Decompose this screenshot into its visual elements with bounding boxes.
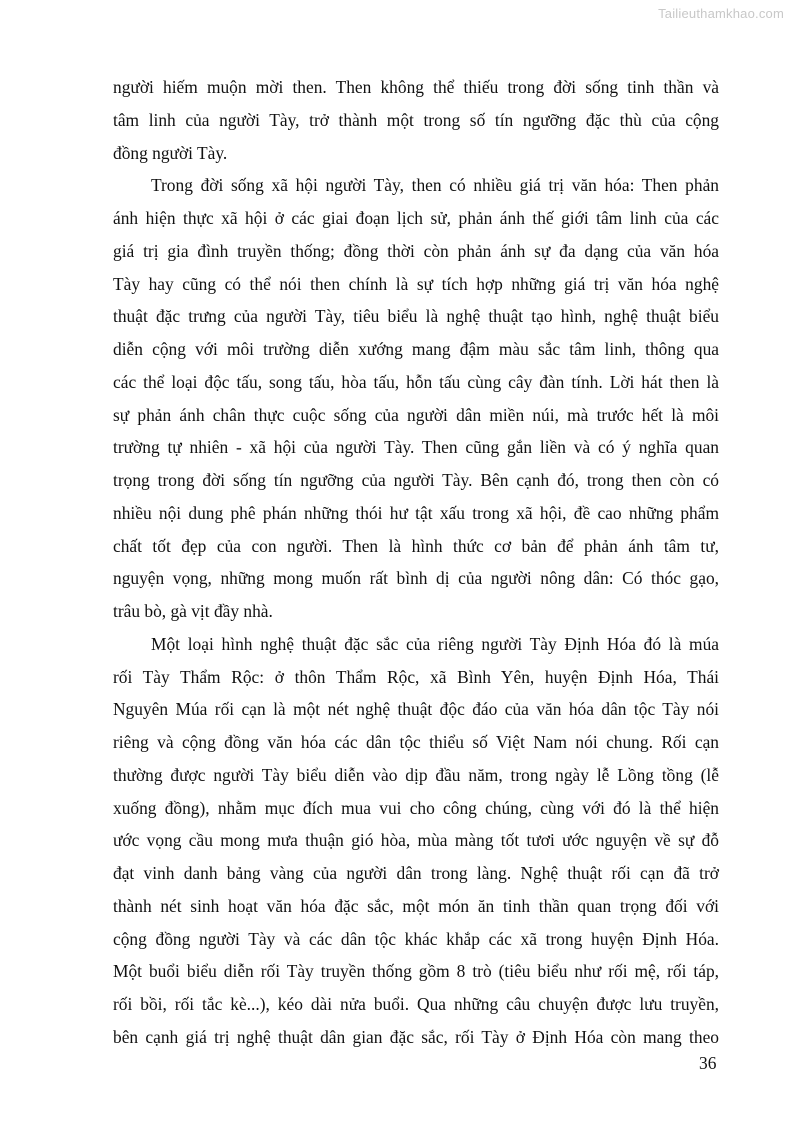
text-line: rối Tày Thẩm Rộc: ở thôn Thẩm Rộc, xã Bình Yên, huyện Định Hóa, Thái: [113, 666, 719, 687]
text-line: nhiều nội dung phê phán những thói hư tật xấu trong xã hội, đề cao những phẩm: [113, 502, 719, 523]
text-line: riêng và cộng đồng văn hóa các dân tộc thiểu số Việt Nam nói chung. Rối cạn: [113, 732, 719, 752]
text-line: Một buổi biểu diễn rối Tày truyền thống gồm 8 trò (tiêu biểu như rối mệ, rối táp,: [113, 961, 719, 982]
text-line: bên cạnh giá trị nghệ thuật dân gian đặc sắc, rối Tày ở Định Hóa còn mang theo: [113, 1026, 719, 1047]
text-line: trường tự nhiên - xã hội của người Tày. Then cũng gắn liền và có ý nghĩa quan: [113, 437, 719, 458]
text-line: Một loại hình nghệ thuật đặc sắc của riêng người Tày Định Hóa đó là múa: [151, 633, 719, 654]
document-body: [113, 74, 719, 1057]
text-line: thành nét sinh hoạt văn hóa đặc sắc, một món ăn tinh thần quan trọng đối với: [113, 895, 719, 916]
text-line: chất tốt đẹp của con người. Then là hình thức cơ bản để phản ánh tâm tư,: [113, 535, 719, 556]
watermark: Tailieuthamkhao.com: [658, 6, 784, 21]
text-line: ánh hiện thực xã hội ở các giai đoạn lịch sử, phản ánh thế giới tâm linh của các: [113, 208, 719, 228]
text-line: thường được người Tày biểu diễn vào dịp đầu năm, trong ngày lễ Lồng tồng (lễ: [113, 764, 719, 785]
text-line: thuật đặc trưng của người Tày, tiêu biểu là nghệ thuật tạo hình, nghệ thuật biểu: [113, 306, 719, 327]
text-line: các thể loại độc tấu, song tấu, hòa tấu, hỗn tấu cùng cây đàn tính. Lời hát then là: [113, 371, 719, 392]
text-line: Tày hay cũng có thể nói then chính là sự tích hợp những giá trị văn hóa nghệ: [113, 273, 719, 294]
text-line: đồng người Tày.: [113, 142, 228, 163]
page-number: 36: [699, 1053, 717, 1073]
text-line: trâu bò, gà vịt đầy nhà.: [113, 601, 273, 621]
text-line: giá trị gia đình truyền thống; đồng thời còn phản ánh sự đa dạng của văn hóa: [113, 240, 719, 261]
text-line: sự phản ánh chân thực cuộc sống của người dân miền núi, mà trước hết là môi: [113, 404, 719, 425]
text-line: ước vọng cầu mong mưa thuận gió hòa, mùa màng tốt tươi ước nguyện về sự đỗ: [113, 830, 719, 851]
text-line: rối bồi, rối tắc kè...), kéo dài nửa buổi. Qua những câu chuyện được lưu truyền,: [113, 994, 719, 1014]
text-line: diễn cộng với môi trường diễn xướng mang đậm màu sắc tâm linh, thông qua: [113, 339, 719, 359]
text-line: cộng đồng người Tày và các dân tộc khác khắp các xã trong huyện Định Hóa.: [113, 928, 719, 949]
text-line: trọng trong đời sống tín ngưỡng của người Tày. Bên cạnh đó, trong then còn có: [113, 470, 719, 490]
text-line: xuống đồng), nhằm mục đích mua vui cho công chúng, cùng với đó là thể hiện: [113, 797, 719, 818]
text-line: đạt vinh danh bảng vàng của người dân trong làng. Nghệ thuật rối cạn đã trở: [113, 863, 719, 883]
text-line: tâm linh của người Tày, trở thành một trong số tín ngưỡng đặc thù của cộng: [113, 109, 719, 130]
text-line: nguyện vọng, những mong muốn rất bình dị của người nông dân: Có thóc gạo,: [113, 568, 719, 589]
text-line: Nguyên Múa rối cạn là một nét nghệ thuật độc đáo của văn hóa dân tộc Tày nói: [113, 699, 719, 720]
text-line: Trong đời sống xã hội người Tày, then có nhiều giá trị văn hóa: Then phản: [151, 175, 719, 196]
text-line: người hiếm muộn mời then. Then không thể thiếu trong đời sống tinh thần và: [113, 77, 719, 97]
